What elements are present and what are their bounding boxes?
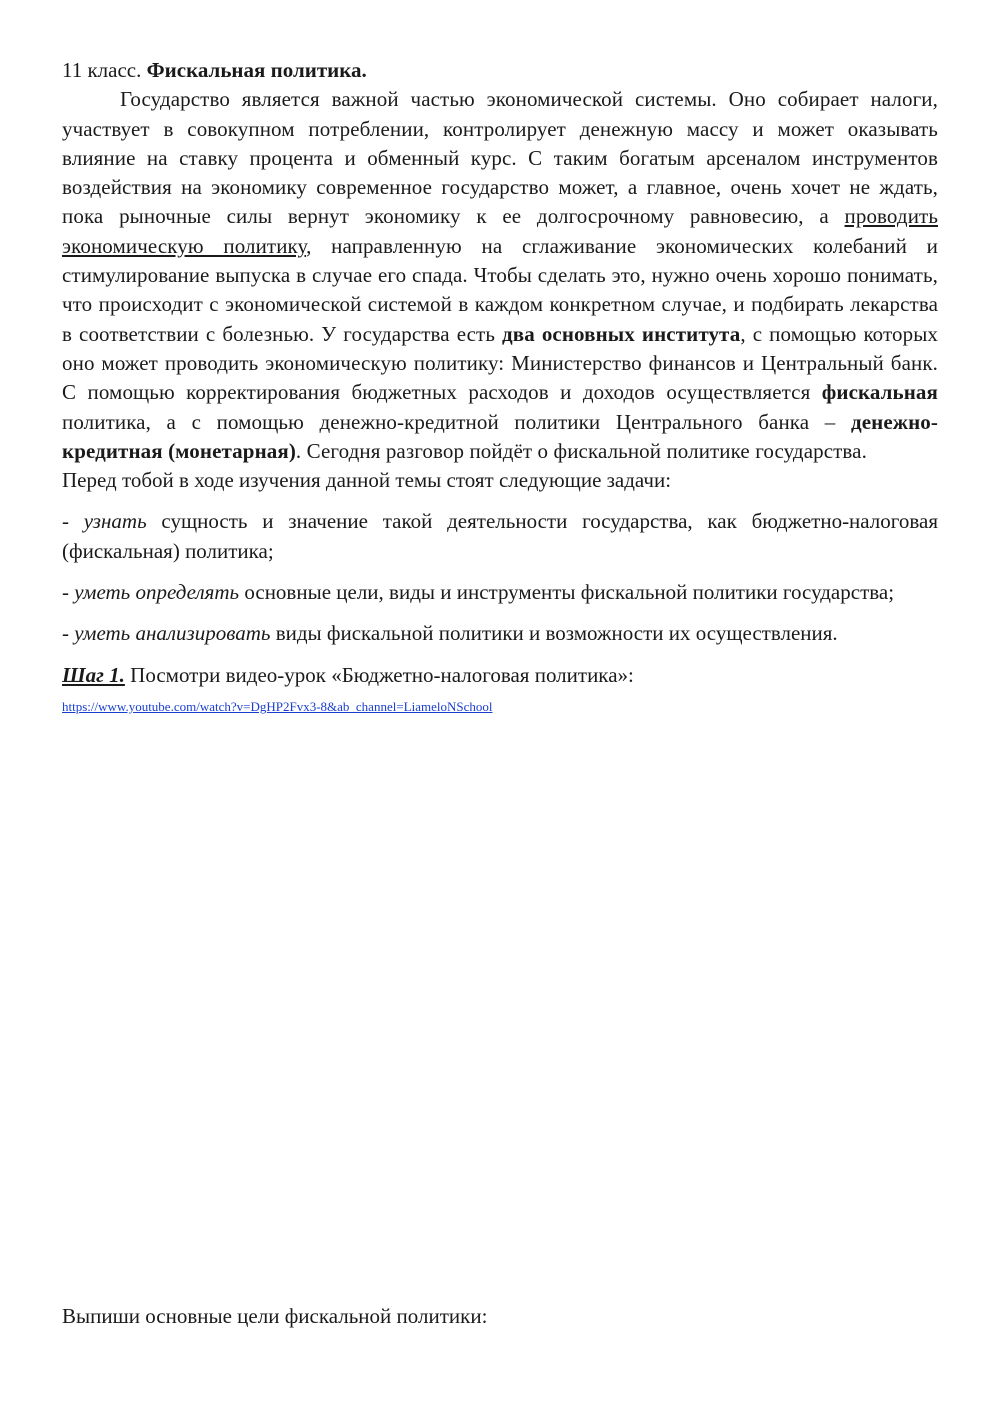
intro-bold-monetary: денежно-кредитная (монетарная) — [62, 409, 938, 463]
task-verb: узнать — [83, 509, 147, 534]
intro-text-2: , направленную на сглаживание экономических колебаний и стимулирование выпуска в случае его спада. Чтобы сделать это, нужно очень хорошо понимать, что происходит с экономической системой в каждом конкретном случае, и подбирать лекарства в соответствии с болезнью. У государства есть — [62, 233, 938, 346]
step-1 — [62, 661, 938, 690]
task-item — [62, 619, 938, 648]
task-verb: уметь анализировать — [74, 621, 271, 646]
task-text: виды фискальной политики и возможности их осуществления. — [270, 621, 838, 646]
task-item — [62, 507, 938, 566]
document-page — [62, 56, 938, 719]
intro-bold-institutes: два основных института — [502, 321, 741, 346]
video-lesson-link[interactable]: https://www.youtube.com/watch?v=DgHP2Fvx3-8&ab_channel=LiameloNSchool — [62, 698, 493, 714]
intro-text-5: . Сегодня разговор пойдёт о фискальной политике государства. — [295, 438, 867, 463]
tasks-intro: Перед тобой в ходе изучения данной темы стоят следующие задачи: — [62, 468, 672, 493]
intro-bold-fiscal: фискальная — [821, 380, 938, 405]
intro-underlined-phrase: проводить экономическую политику — [62, 204, 938, 258]
task-dash: - — [62, 580, 75, 605]
task-verb: уметь определять — [74, 580, 240, 605]
document-heading — [62, 56, 938, 85]
task-dash: - — [62, 621, 75, 646]
intro-text-4: политика, а с помощью денежно-кредитной политики Центрального банка – — [62, 409, 852, 434]
step-1-text: Посмотри видео-урок «Бюджетно-налоговая политика»: — [124, 662, 634, 687]
write-goals-prompt: Выпиши основные цели фискальной политики: — [62, 1304, 488, 1328]
intro-text-3: , с помощью которых оно может проводить экономическую политику: Министерство финансов и Центральный банк. С помощью корректирования бюджетных расходов и доходов осуществляется — [62, 321, 939, 405]
task-dash: - — [62, 509, 84, 534]
grade-label: 11 класс. — [62, 58, 142, 82]
task-text: сущность и значение такой деятельности государства, как бюджетно-налоговая (фискальная) политика; — [62, 509, 938, 563]
step-1-label: Шаг 1. — [62, 662, 125, 687]
intro-paragraph — [62, 85, 938, 466]
document-title: Фискальная политика. — [146, 58, 367, 82]
intro-text-1: Государство является важной частью экономической системы. Оно собирает налоги, участвует в совокупном потреблении, контролирует денежную массу и может оказывать влияние на ставку процента и обменный курс. С таким богатым арсеналом инструментов воздействия на экономику современное государство может, а главное, очень хочет не ждать, пока рыночные силы вернут экономику к ее долгосрочному равновесию, а — [62, 87, 938, 229]
task-text: основные цели, виды и инструменты фискальной политики государства; — [239, 580, 895, 605]
task-item — [62, 578, 938, 607]
